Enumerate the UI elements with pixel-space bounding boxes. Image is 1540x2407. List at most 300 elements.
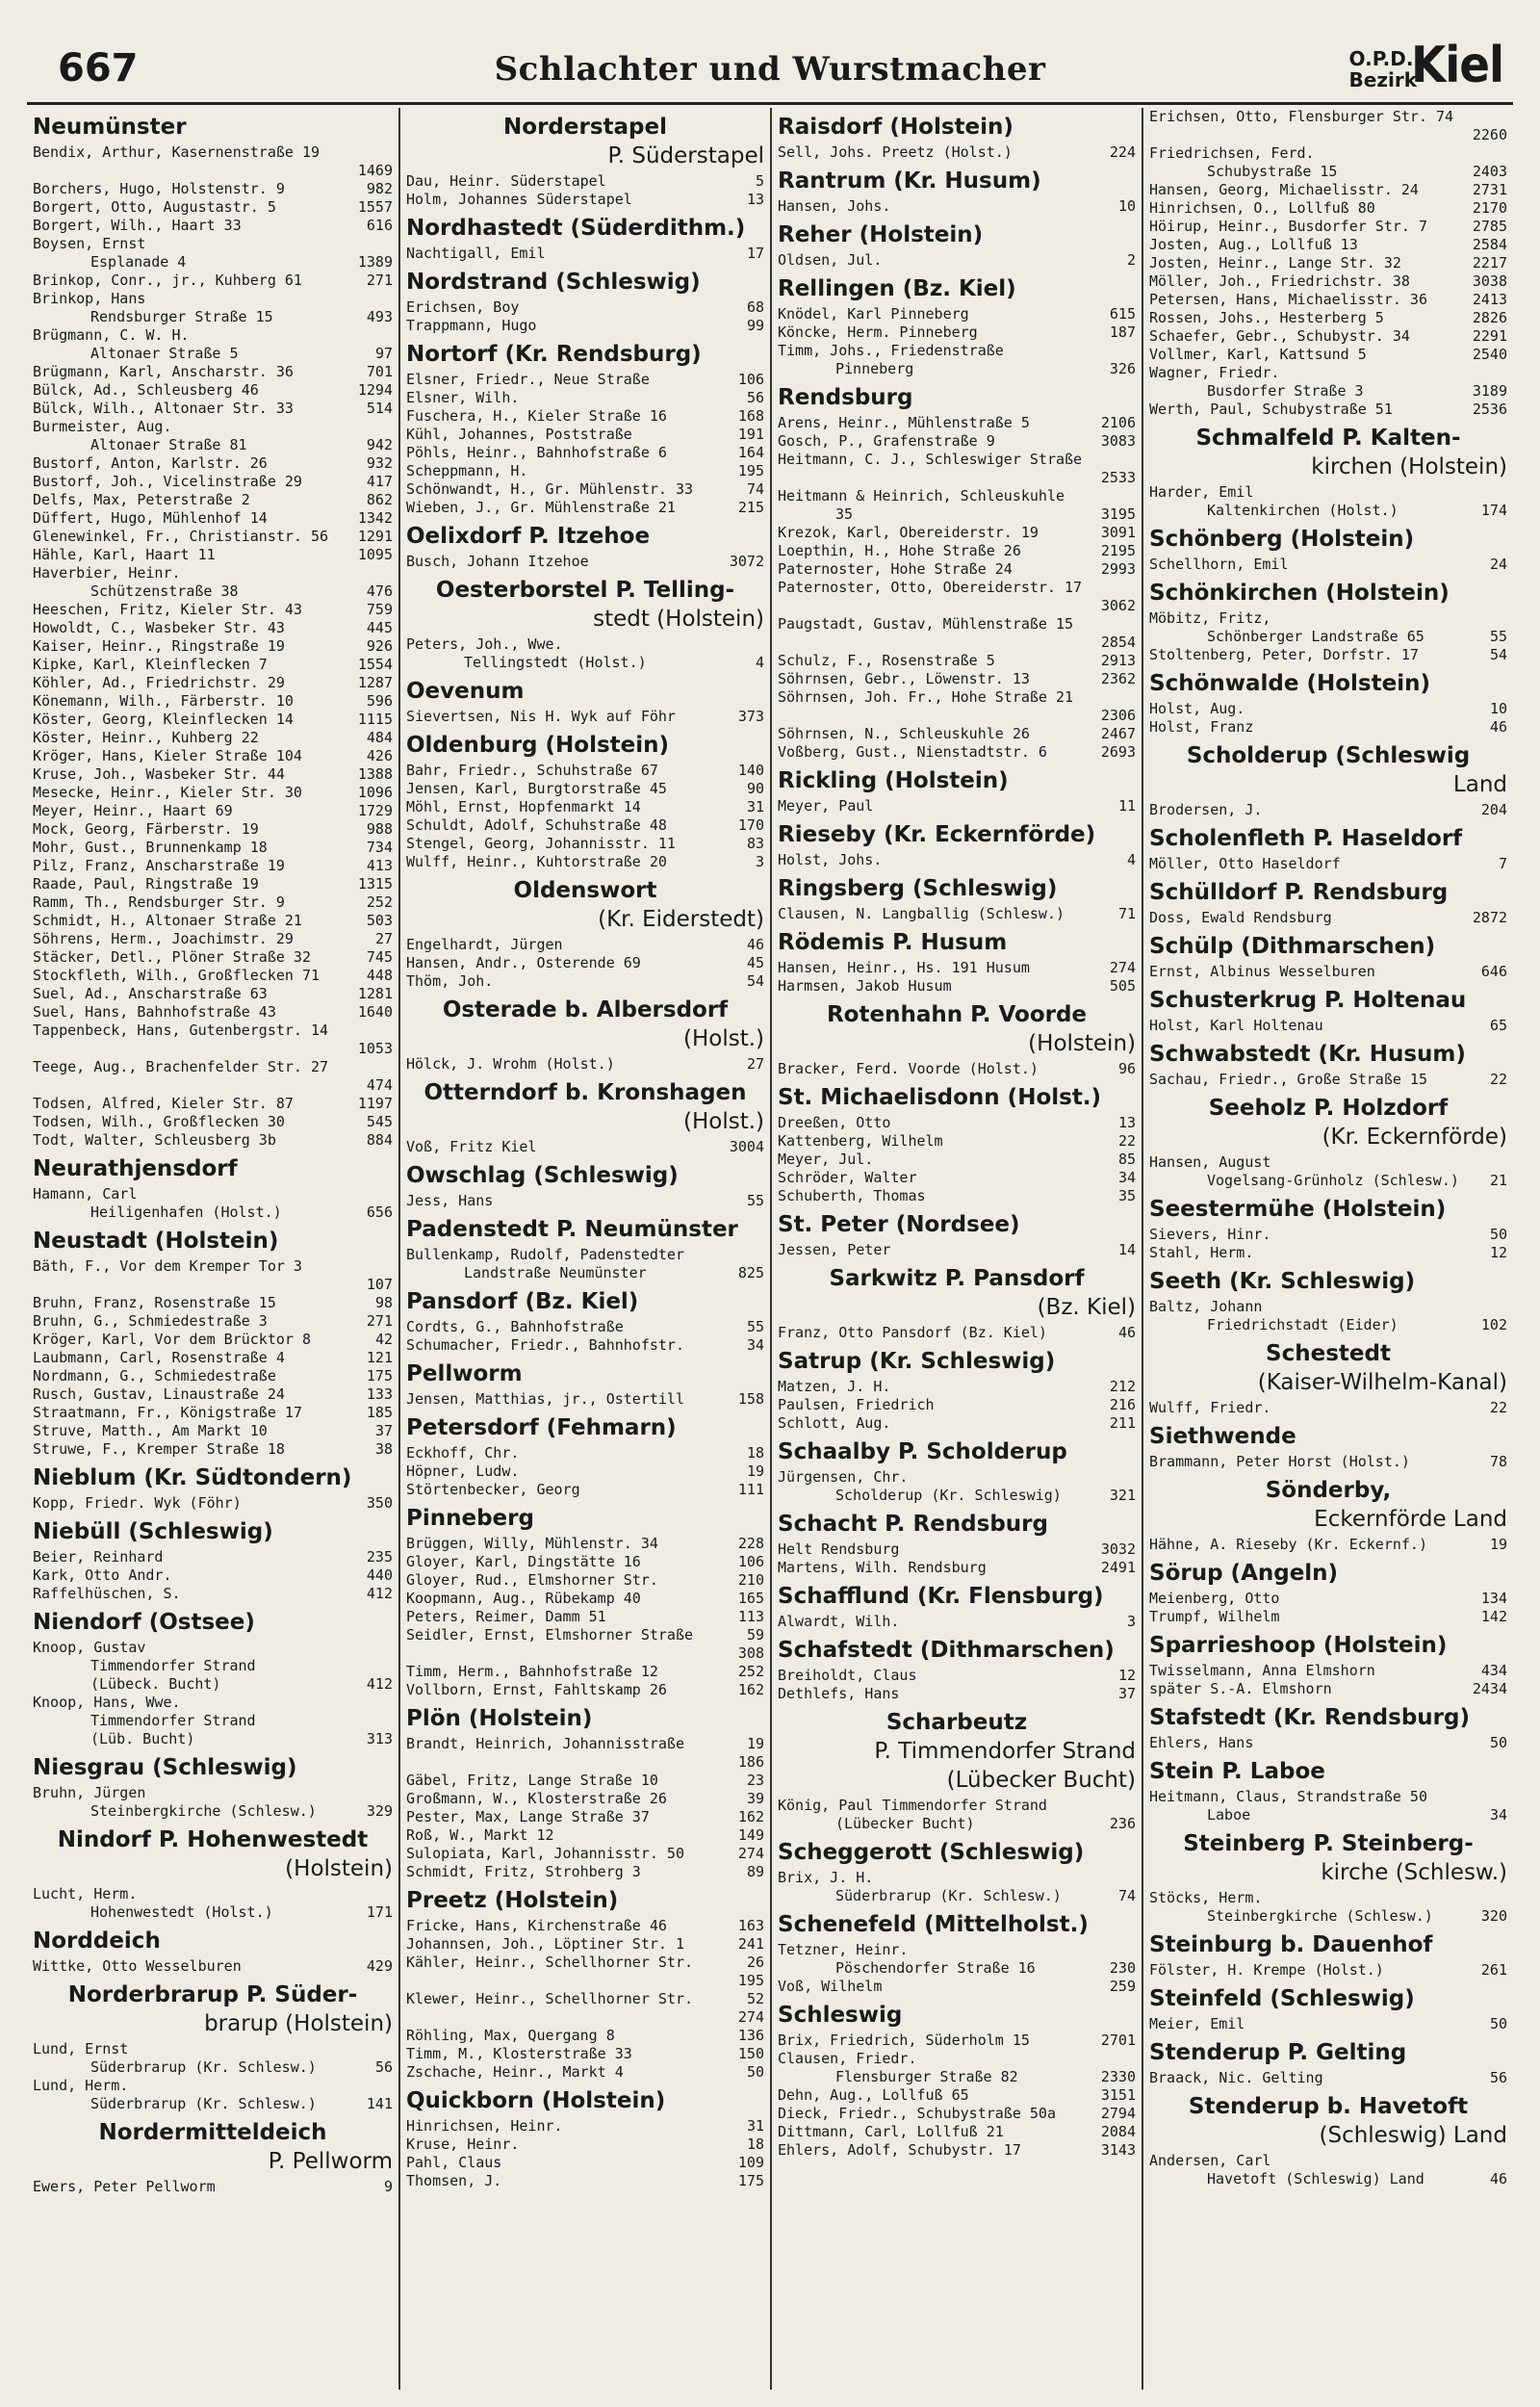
directory-entry bbox=[33, 1003, 393, 1022]
entry-phone: 2731 bbox=[1472, 181, 1507, 198]
directory-entry bbox=[1149, 1453, 1507, 1471]
entry-text: Bruhn, Jürgen bbox=[33, 1784, 146, 1801]
entry-phone: 484 bbox=[366, 729, 393, 746]
entry-phone: 185 bbox=[366, 1404, 393, 1421]
place-block bbox=[778, 1510, 1136, 1577]
entry-phone: 350 bbox=[366, 1494, 393, 1512]
entry-text: Timmendorfer Strand bbox=[90, 1657, 256, 1674]
entry-phone: 274 bbox=[737, 1845, 764, 1862]
directory-entry bbox=[33, 418, 393, 436]
directory-entry bbox=[406, 1644, 764, 1663]
entry-phone: 236 bbox=[1109, 1815, 1136, 1832]
entry-phone: 39 bbox=[746, 1790, 764, 1807]
entry-phone: 158 bbox=[737, 1390, 764, 1408]
entry-phone: 11 bbox=[1117, 797, 1136, 815]
entry-text: Braack, Nic. Gelting bbox=[1149, 2069, 1323, 2086]
directory-entry bbox=[1149, 1399, 1507, 1417]
entry-text: Mesecke, Heinr., Kieler Str. 30 bbox=[33, 784, 302, 801]
entry-phone: 59 bbox=[746, 1626, 764, 1643]
entry-text: Wulff, Heinr., Kuhtorstraße 20 bbox=[406, 853, 667, 870]
place-block bbox=[1149, 525, 1507, 574]
entry-phone: 111 bbox=[737, 1481, 764, 1498]
directory-entry bbox=[406, 1481, 764, 1499]
place-heading bbox=[33, 113, 393, 142]
entry-phone bbox=[1503, 483, 1507, 502]
directory-entry bbox=[406, 853, 764, 871]
place-name: Raisdorf (Holstein) bbox=[778, 115, 1014, 140]
place-heading bbox=[778, 1510, 1136, 1539]
directory-entry bbox=[406, 371, 764, 389]
entry-phone: 31 bbox=[746, 2117, 764, 2135]
place-heading bbox=[778, 2001, 1136, 2030]
entry-text: 35 bbox=[835, 505, 854, 523]
entry-text: Dreeßen, Otto bbox=[778, 1114, 891, 1131]
entry-phone: 2170 bbox=[1472, 199, 1507, 217]
entry-phone: 2693 bbox=[1100, 743, 1136, 761]
entry-phone: 1095 bbox=[357, 546, 393, 563]
entry-phone: 162 bbox=[737, 1681, 764, 1698]
directory-entry bbox=[406, 1246, 764, 1264]
directory-entry bbox=[406, 499, 764, 517]
place-block bbox=[406, 1413, 764, 1499]
entry-text: Knoop, Gustav bbox=[33, 1639, 146, 1656]
directory-entry bbox=[406, 1990, 764, 2008]
entry-text: Holst, Franz bbox=[1149, 718, 1254, 736]
entry-phone: 34 bbox=[746, 1336, 764, 1354]
entry-phone: 204 bbox=[1480, 801, 1507, 818]
place-name: Niebüll (Schleswig) bbox=[33, 1519, 273, 1544]
place-heading bbox=[1149, 579, 1507, 608]
place-name: Steinfeld (Schleswig) bbox=[1149, 1986, 1415, 2011]
directory-entry bbox=[1149, 1017, 1507, 1035]
entry-phone: 271 bbox=[366, 1312, 393, 1330]
place-block bbox=[1149, 1339, 1507, 1417]
place-block bbox=[33, 1608, 393, 1748]
place-heading bbox=[778, 1000, 1136, 1058]
entry-text: Rendsburger Straße 15 bbox=[90, 308, 273, 325]
place-name: Nordermitteldeich bbox=[98, 2120, 327, 2145]
directory-entry bbox=[1149, 272, 1507, 291]
entry-text: Alwardt, Wilh. bbox=[778, 1613, 900, 1630]
place-name: Norderstapel bbox=[503, 115, 667, 140]
place-block bbox=[406, 1359, 764, 1409]
entry-phone: 52 bbox=[746, 1990, 764, 2007]
entry-phone: 3 bbox=[1126, 1613, 1136, 1630]
entry-text: Elsner, Friedr., Neue Straße bbox=[406, 371, 650, 388]
entry-phone: 3091 bbox=[1100, 524, 1136, 541]
entry-phone: 259 bbox=[1109, 1978, 1136, 1995]
directory-entry bbox=[1149, 909, 1507, 927]
entry-text: Werth, Paul, Schubystraße 51 bbox=[1149, 401, 1393, 418]
directory-entry bbox=[778, 707, 1136, 725]
entry-text: Voßberg, Gust., Nienstadtstr. 6 bbox=[778, 743, 1047, 761]
entry-phone: 241 bbox=[737, 1935, 764, 1953]
directory-entry bbox=[778, 2086, 1136, 2105]
entry-text: Pilz, Franz, Anscharstraße 19 bbox=[33, 857, 285, 874]
entry-text: Flensburger Straße 82 bbox=[835, 2068, 1018, 2085]
place-heading bbox=[406, 876, 764, 934]
entry-phone bbox=[389, 1885, 393, 1903]
entry-text: Clausen, Friedr. bbox=[778, 2050, 917, 2067]
directory-entry bbox=[778, 615, 1136, 634]
directory-entry bbox=[33, 143, 393, 162]
directory-entry bbox=[406, 1772, 764, 1790]
entry-phone: 261 bbox=[1480, 1961, 1507, 1979]
directory-entry bbox=[406, 780, 764, 798]
place-block bbox=[1149, 1094, 1507, 1190]
entry-text: Könemann, Wilh., Färberstr. 10 bbox=[33, 692, 294, 710]
entry-phone: 224 bbox=[1109, 143, 1136, 161]
directory-entry bbox=[1149, 1226, 1507, 1244]
directory-entry bbox=[33, 2040, 393, 2058]
place-subtitle: kirchen (Holstein) bbox=[1311, 454, 1507, 479]
directory-entry bbox=[778, 1396, 1136, 1414]
place-block bbox=[33, 1753, 393, 1821]
place-name: Scholenfleth P. Haseldorf bbox=[1149, 826, 1463, 851]
place-heading bbox=[778, 1083, 1136, 1112]
directory-entry bbox=[778, 2068, 1136, 2086]
place-block bbox=[778, 928, 1136, 996]
entry-phone bbox=[1503, 1153, 1507, 1172]
directory-entry bbox=[1149, 855, 1507, 873]
entry-phone: 1291 bbox=[357, 528, 393, 545]
entry-text: Jensen, Karl, Burgtorstraße 45 bbox=[406, 780, 667, 797]
place-heading bbox=[406, 1287, 764, 1316]
entry-phone: 417 bbox=[366, 473, 393, 490]
directory-entry bbox=[778, 1959, 1136, 1978]
directory-entry bbox=[406, 1917, 764, 1935]
directory-entry bbox=[1149, 1806, 1507, 1825]
directory-entry bbox=[1149, 181, 1507, 199]
directory-entry bbox=[1149, 382, 1507, 401]
entry-text: Brügmann, C. W. H. bbox=[33, 326, 190, 344]
place-name: Schenefeld (Mittelholst.) bbox=[778, 1912, 1089, 1937]
place-name: Oelixdorf P. Itzehoe bbox=[406, 524, 651, 549]
place-heading bbox=[406, 113, 764, 170]
directory-entry bbox=[33, 1040, 393, 1058]
entry-text: Süderbrarup (Kr. Schlesw.) bbox=[90, 2095, 317, 2112]
directory-entry bbox=[33, 1903, 393, 1922]
directory-entry bbox=[33, 711, 393, 729]
entry-text: Jensen, Matthias, jr., Ostertill bbox=[406, 1390, 684, 1408]
place-heading bbox=[1149, 2092, 1507, 2150]
entry-text: Dehn, Aug., Lollfuß 65 bbox=[778, 2086, 969, 2104]
entry-phone: 35 bbox=[1117, 1187, 1136, 1204]
place-heading bbox=[33, 1753, 393, 1782]
entry-text: Todsen, Alfred, Kieler Str. 87 bbox=[33, 1095, 294, 1112]
entry-phone: 3038 bbox=[1472, 272, 1507, 290]
entry-phone: 19 bbox=[746, 1735, 764, 1752]
place-name: Neumünster bbox=[33, 115, 187, 140]
entry-phone: 448 bbox=[366, 967, 393, 984]
entry-text: Schubystraße 15 bbox=[1207, 163, 1338, 180]
entry-text: Hansen, Andr., Osterende 69 bbox=[406, 954, 641, 971]
entry-text: Wieben, J., Gr. Mühlenstraße 21 bbox=[406, 499, 676, 516]
entry-phone: 13 bbox=[1117, 1114, 1136, 1131]
entry-phone: 476 bbox=[366, 582, 393, 600]
place-heading bbox=[1149, 1984, 1507, 2013]
entry-phone: 71 bbox=[1117, 905, 1136, 922]
entry-phone: 74 bbox=[746, 480, 764, 498]
entry-phone: 150 bbox=[737, 2045, 764, 2062]
entry-phone: 98 bbox=[374, 1294, 393, 1311]
entry-phone: 165 bbox=[737, 1590, 764, 1607]
entry-text: Timm, Herm., Bahnhofstraße 12 bbox=[406, 1663, 658, 1680]
entry-text: Schuldt, Adolf, Schuhstraße 48 bbox=[406, 816, 667, 834]
place-name: Rantrum (Kr. Husum) bbox=[778, 168, 1041, 194]
place-heading bbox=[1149, 932, 1507, 961]
place-block bbox=[1149, 1631, 1507, 1698]
entry-text: Pöhls, Heinr., Bahnhofstraße 6 bbox=[406, 444, 667, 461]
directory-entry bbox=[1149, 126, 1507, 144]
place-heading bbox=[1149, 2038, 1507, 2067]
place-heading bbox=[406, 1078, 764, 1136]
entry-text: Kattenberg, Wilhelm bbox=[778, 1132, 943, 1150]
entry-text: Arens, Heinr., Mühlenstraße 5 bbox=[778, 414, 1030, 431]
entry-phone: 55 bbox=[746, 1192, 764, 1209]
entry-text: Peters, Reimer, Damm 51 bbox=[406, 1608, 606, 1625]
directory-entry bbox=[778, 324, 1136, 342]
place-subtitle: (Kr. Eiderstedt) bbox=[598, 907, 764, 932]
directory-entry bbox=[33, 272, 393, 290]
directory-entry bbox=[778, 1324, 1136, 1342]
directory-entry bbox=[778, 1132, 1136, 1151]
place-heading bbox=[778, 928, 1136, 957]
entry-text: Höpner, Ludw. bbox=[406, 1462, 520, 1480]
place-heading bbox=[406, 576, 764, 634]
entry-text: Krezok, Karl, Obereiderstr. 19 bbox=[778, 524, 1039, 541]
place-heading bbox=[406, 996, 764, 1053]
directory-entry bbox=[406, 1553, 764, 1571]
entry-text: Sachau, Friedr., Große Straße 15 bbox=[1149, 1071, 1427, 1088]
entry-phone: 1388 bbox=[357, 765, 393, 783]
entry-phone: 1640 bbox=[357, 1003, 393, 1021]
directory-entry bbox=[406, 1192, 764, 1210]
entry-text: Hansen, Johs. bbox=[778, 197, 891, 215]
directory-entry bbox=[778, 977, 1136, 996]
entry-phone: 252 bbox=[366, 893, 393, 911]
entry-text: Lund, Ernst bbox=[33, 2040, 129, 2058]
entry-text: Jürgensen, Chr. bbox=[778, 1468, 909, 1486]
directory-entry bbox=[1149, 2152, 1507, 2170]
directory-entry bbox=[406, 654, 764, 672]
directory-entry bbox=[406, 1264, 764, 1282]
directory-entry bbox=[778, 360, 1136, 378]
entry-text: Altonaer Straße 5 bbox=[90, 345, 239, 362]
entry-text: Meyer, Paul bbox=[778, 797, 874, 815]
directory-entry bbox=[33, 765, 393, 784]
place-block bbox=[1149, 1040, 1507, 1089]
directory-entry bbox=[778, 560, 1136, 579]
directory-entry bbox=[1149, 346, 1507, 364]
entry-phone: 186 bbox=[737, 1753, 764, 1771]
header-rule bbox=[27, 102, 1513, 105]
entry-phone: 215 bbox=[737, 499, 764, 516]
entry-phone: 149 bbox=[737, 1826, 764, 1844]
directory-entry bbox=[33, 2095, 393, 2113]
entry-text: Süderbrarup (Kr. Schlesw.) bbox=[90, 2058, 317, 2076]
entry-phone bbox=[389, 235, 393, 253]
entry-text: Möhl, Ernst, Hopfenmarkt 14 bbox=[406, 798, 641, 815]
entry-phone: 50 bbox=[1489, 2015, 1507, 2032]
entry-phone: 321 bbox=[1109, 1487, 1136, 1504]
entry-phone: 96 bbox=[1117, 1060, 1136, 1077]
directory-entry bbox=[33, 1784, 393, 1802]
entry-phone: 2330 bbox=[1100, 2068, 1136, 2085]
entry-text: Zschache, Heinr., Markt 4 bbox=[406, 2063, 624, 2081]
entry-phone: 745 bbox=[366, 948, 393, 966]
directory-entry bbox=[778, 1941, 1136, 1959]
district-line2: Bezirk bbox=[1348, 68, 1417, 91]
directory-entry bbox=[33, 491, 393, 509]
entry-phone: 34 bbox=[1117, 1169, 1136, 1186]
place-name: Stafstedt (Kr. Rendsburg) bbox=[1149, 1705, 1470, 1730]
place-block bbox=[406, 1704, 764, 1881]
directory-entry bbox=[778, 1540, 1136, 1559]
entry-text: Heitmann, C. J., Schleswiger Straße bbox=[778, 451, 1083, 468]
place-heading bbox=[33, 1825, 393, 1883]
entry-phone: 68 bbox=[746, 298, 764, 316]
entry-text: Hamann, Carl bbox=[33, 1185, 138, 1203]
entry-phone: 1389 bbox=[357, 253, 393, 271]
entry-text: Paternoster, Otto, Obereiderstr. 17 bbox=[778, 579, 1083, 596]
directory-entry bbox=[1149, 2069, 1507, 2087]
entry-phone: 191 bbox=[737, 426, 764, 443]
directory-entry bbox=[1149, 218, 1507, 236]
directory-entry bbox=[778, 2032, 1136, 2050]
entry-text: Holm, Johannes Süderstapel bbox=[406, 191, 632, 208]
entry-phone: 230 bbox=[1109, 1959, 1136, 1977]
entry-text: Mock, Georg, Färberstr. 19 bbox=[33, 820, 259, 838]
directory-entry bbox=[406, 1336, 764, 1355]
place-heading bbox=[33, 1154, 393, 1183]
entry-text: Köster, Heinr., Kuhberg 22 bbox=[33, 729, 259, 746]
entry-text: König, Paul Timmendorfer Strand bbox=[778, 1797, 1047, 1814]
place-block bbox=[1149, 1930, 1507, 1980]
entry-phone: 701 bbox=[366, 363, 393, 380]
entry-phone: 22 bbox=[1489, 1399, 1507, 1416]
directory-entry bbox=[33, 1312, 393, 1331]
entry-text: Nachtigall, Emil bbox=[406, 245, 546, 262]
entry-text: Schellhorn, Emil bbox=[1149, 556, 1289, 573]
entry-text: Heitmann & Heinrich, Schleuskuhle bbox=[778, 487, 1065, 505]
entry-text: Hansen, August bbox=[1149, 1153, 1271, 1171]
directory-entry bbox=[406, 298, 764, 317]
directory-entry bbox=[33, 1022, 393, 1040]
place-heading bbox=[406, 1704, 764, 1733]
place-block bbox=[1149, 1559, 1507, 1626]
entry-text: Engelhardt, Jürgen bbox=[406, 936, 563, 953]
entry-text: Gosch, P., Grafenstraße 9 bbox=[778, 432, 995, 450]
directory-entry bbox=[33, 180, 393, 198]
place-subtitle: kirche (Schlesw.) bbox=[1321, 1860, 1507, 1885]
entry-phone bbox=[389, 2040, 393, 2058]
entry-text: Kipke, Karl, Kleinflecken 7 bbox=[33, 656, 268, 673]
entry-text: Holst, Karl Holtenau bbox=[1149, 1017, 1323, 1034]
place-subtitle: Land bbox=[1452, 772, 1507, 797]
entry-text: Brix, Friedrich, Süderholm 15 bbox=[778, 2032, 1030, 2049]
entry-text: Burmeister, Aug. bbox=[33, 418, 172, 435]
directory-entry bbox=[406, 1735, 764, 1753]
entry-phone: 228 bbox=[737, 1535, 764, 1552]
directory-entry bbox=[406, 462, 764, 480]
entry-text: Matzen, J. H. bbox=[778, 1378, 891, 1395]
place-heading bbox=[1149, 1631, 1507, 1660]
directory-entry bbox=[33, 235, 393, 253]
directory-entry bbox=[1149, 1680, 1507, 1698]
entry-phone: 1096 bbox=[357, 784, 393, 801]
entry-text: Dethlefs, Hans bbox=[778, 1685, 900, 1702]
directory-entry bbox=[778, 1187, 1136, 1205]
directory-entry bbox=[406, 2045, 764, 2063]
entry-phone: 174 bbox=[1480, 502, 1507, 519]
place-name: Pinneberg bbox=[406, 1506, 534, 1531]
entry-phone: 308 bbox=[737, 1644, 764, 1662]
directory-entry bbox=[1149, 108, 1507, 126]
directory-entry bbox=[406, 1590, 764, 1608]
directory-entry bbox=[33, 345, 393, 363]
entry-text: Düffert, Hugo, Mühlenhof 14 bbox=[33, 509, 268, 527]
entry-text: Steinbergkirche (Schlesw.) bbox=[90, 1802, 317, 1820]
entry-phone bbox=[1132, 1869, 1136, 1887]
entry-phone: 274 bbox=[737, 2008, 764, 2026]
directory-entry bbox=[406, 1462, 764, 1481]
entry-text: Koopmann, Aug., Rübekamp 40 bbox=[406, 1590, 641, 1607]
entry-phone: 3189 bbox=[1472, 382, 1507, 400]
entry-phone: 440 bbox=[366, 1566, 393, 1584]
entry-text: Baltz, Johann bbox=[1149, 1298, 1263, 1315]
directory-entry bbox=[406, 1826, 764, 1845]
entry-phone: 1197 bbox=[357, 1095, 393, 1112]
place-name: Seeth (Kr. Schleswig) bbox=[1149, 1269, 1416, 1294]
entry-text: Klewer, Heinr., Schellhorner Str. bbox=[406, 1990, 694, 2007]
entry-text: Pahl, Claus bbox=[406, 2154, 502, 2171]
place-block bbox=[406, 731, 764, 871]
entry-phone: 163 bbox=[737, 1917, 764, 1934]
directory-entry bbox=[33, 820, 393, 839]
entry-phone bbox=[1132, 487, 1136, 505]
directory-entry bbox=[1149, 718, 1507, 737]
directory-entry bbox=[33, 1331, 393, 1349]
entry-text: Friedrichsen, Ferd. bbox=[1149, 144, 1315, 162]
place-heading bbox=[1149, 1094, 1507, 1152]
entry-text: Martens, Wilh. Rendsburg bbox=[778, 1559, 987, 1576]
entry-phone: 329 bbox=[366, 1802, 393, 1820]
entry-text: Borgert, Otto, Augustastr. 5 bbox=[33, 198, 276, 216]
entry-text: Gloyer, Karl, Dingstätte 16 bbox=[406, 1553, 641, 1570]
entry-text: Großmann, W., Klosterstraße 26 bbox=[406, 1790, 667, 1807]
entry-text: Ramm, Th., Rendsburger Str. 9 bbox=[33, 893, 285, 911]
place-name: Plön (Holstein) bbox=[406, 1706, 593, 1731]
directory-entry bbox=[406, 2027, 764, 2045]
directory-entry bbox=[406, 1935, 764, 1954]
entry-text: Bülck, Wilh., Altonaer Str. 33 bbox=[33, 400, 294, 417]
place-block bbox=[778, 1582, 1136, 1631]
entry-text: Paugstadt, Gustav, Mühlenstraße 15 bbox=[778, 615, 1074, 633]
place-name: Ringsberg (Schleswig) bbox=[778, 876, 1058, 901]
place-name: Siethwende bbox=[1149, 1424, 1296, 1449]
place-block bbox=[778, 1210, 1136, 1259]
directory-entry bbox=[1149, 1153, 1507, 1172]
place-heading bbox=[1149, 1829, 1507, 1887]
place-heading bbox=[778, 1210, 1136, 1239]
entry-phone: 140 bbox=[737, 762, 764, 779]
entry-phone bbox=[389, 290, 393, 308]
entry-phone: 83 bbox=[746, 835, 764, 852]
place-name: Niendorf (Ostsee) bbox=[33, 1610, 255, 1635]
entry-text: Paternoster, Hohe Straße 24 bbox=[778, 560, 1013, 578]
place-block bbox=[778, 167, 1136, 216]
